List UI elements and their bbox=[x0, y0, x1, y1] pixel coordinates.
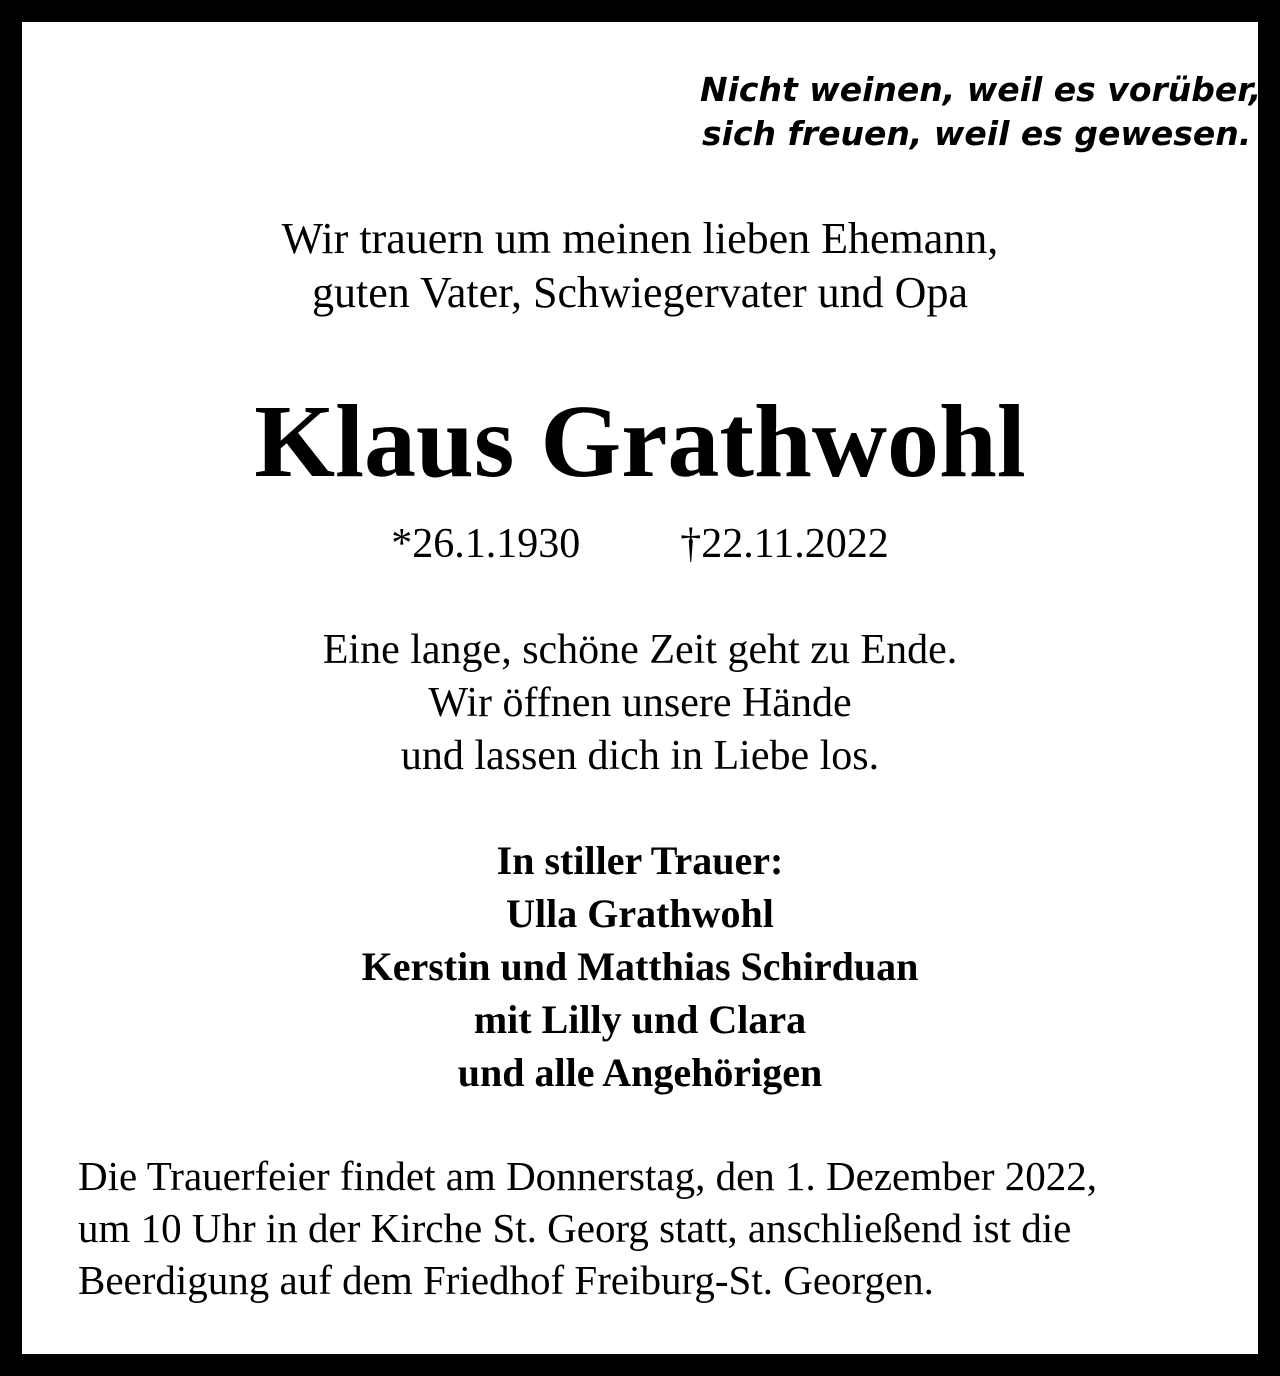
ceremony-line: um 10 Uhr in der Kirche St. Georg statt, anschließend ist die bbox=[78, 1205, 1072, 1251]
mourners-heading: In stiller Trauer: bbox=[496, 838, 784, 883]
verse-line: Wir öffnen unsere Hände bbox=[428, 680, 852, 726]
motto-line: Nicht weinen, weil es vorüber, bbox=[700, 70, 1262, 109]
ceremony-notice bbox=[78, 1150, 1228, 1306]
mourners bbox=[22, 834, 1258, 1099]
birth-date: *26.1.1930 bbox=[391, 521, 581, 567]
verse-line: Eine lange, schöne Zeit geht zu Ende. bbox=[322, 627, 958, 673]
intro-line: Wir trauern um meinen lieben Ehemann, bbox=[281, 214, 999, 263]
motto-quote bbox=[700, 68, 1262, 156]
verse-line: und lassen dich in Liebe los. bbox=[400, 733, 880, 779]
ceremony-line: Die Trauerfeier findet am Donnerstag, den 1. Dezember 2022, bbox=[78, 1153, 1097, 1199]
mourner-line: mit Lilly und Clara bbox=[473, 997, 807, 1042]
motto-line: sich freuen, weil es gewesen. bbox=[702, 114, 1252, 153]
mourner-line: Kerstin und Matthias Schirduan bbox=[361, 944, 919, 989]
deceased-name: Klaus Grathwohl bbox=[254, 384, 1026, 499]
life-dates bbox=[22, 516, 1258, 572]
mourner-line: und alle Angehörigen bbox=[457, 1050, 823, 1095]
intro-line: guten Vater, Schwiegervater und Opa bbox=[312, 268, 968, 317]
intro-text bbox=[22, 212, 1258, 320]
death-date: †22.11.2022 bbox=[680, 521, 889, 567]
verse bbox=[22, 624, 1258, 783]
mourner-line: Ulla Grathwohl bbox=[506, 891, 774, 936]
ceremony-line: Beerdigung auf dem Friedhof Freiburg-St. Georgen. bbox=[78, 1257, 934, 1303]
